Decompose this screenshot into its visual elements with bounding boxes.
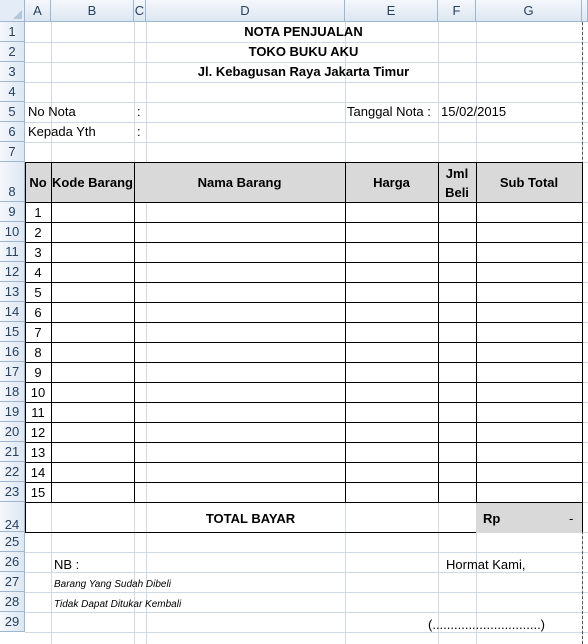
no-nota-colon: : <box>137 104 141 119</box>
table-row-border <box>25 382 582 383</box>
store-name: TOKO BUKU AKU <box>248 44 359 59</box>
col-header-nama: Nama Barang <box>197 175 282 190</box>
store-address: Jl. Kebagusan Raya Jakarta Timur <box>197 64 410 79</box>
row-header-27[interactable]: 27 <box>0 572 25 592</box>
table-column-border <box>134 162 135 502</box>
table-column-border <box>345 162 346 502</box>
table-column-border <box>438 162 439 502</box>
col-header-no: No <box>29 175 47 190</box>
column-header-c[interactable]: C <box>134 0 146 22</box>
item-number: 15 <box>30 485 46 500</box>
gridline-horizontal <box>25 122 588 123</box>
col-header-harga: Harga <box>373 175 410 190</box>
row-header-29[interactable]: 29 <box>0 612 25 632</box>
tanggal-value: 15/02/2015 <box>441 104 507 119</box>
note-line-1: Barang Yang Sudah Dibeli <box>54 579 171 590</box>
row-header-2[interactable]: 2 <box>0 42 25 62</box>
item-number: 6 <box>34 305 42 320</box>
gridline-horizontal <box>25 42 588 43</box>
column-header-g[interactable]: G <box>476 0 582 22</box>
note-line-2: Tidak Dapat Ditukar Kembali <box>54 599 182 610</box>
tanggal-label: Tanggal Nota : <box>347 104 431 119</box>
nb-label: NB : <box>54 557 80 572</box>
table-row-border <box>25 442 582 443</box>
row-header-24[interactable]: 24 <box>0 502 25 532</box>
table-row-border <box>25 262 582 263</box>
gridline-horizontal <box>25 572 588 573</box>
column-header-filler <box>582 0 588 22</box>
table-row-border <box>25 402 582 403</box>
row-header-18[interactable]: 18 <box>0 382 25 402</box>
item-number: 11 <box>31 405 45 420</box>
gridline-horizontal <box>25 632 588 633</box>
select-all-triangle-icon <box>13 10 22 19</box>
item-number: 12 <box>30 425 46 440</box>
table-row-border <box>25 322 582 323</box>
column-header-f[interactable]: F <box>438 0 476 22</box>
table-row-border <box>25 222 582 223</box>
hormat-kami: Hormat Kami, <box>446 557 526 572</box>
table-row-border <box>25 282 582 283</box>
gridline-horizontal <box>25 62 588 63</box>
table-row-border <box>25 462 582 463</box>
kepada-colon: : <box>137 124 141 139</box>
row-header-28[interactable]: 28 <box>0 592 25 612</box>
total-currency: Rp <box>483 511 501 526</box>
table-row-border <box>25 482 582 483</box>
no-nota-label: No Nota <box>28 104 76 119</box>
row-header-1[interactable]: 1 <box>0 22 25 42</box>
row-header-3[interactable]: 3 <box>0 62 25 82</box>
item-number: 8 <box>34 345 42 360</box>
item-number: 5 <box>34 285 42 300</box>
row-header-26[interactable]: 26 <box>0 552 25 572</box>
row-header-16[interactable]: 16 <box>0 342 25 362</box>
row-header-22[interactable]: 22 <box>0 462 25 482</box>
total-value: - <box>569 511 574 526</box>
table-column-border <box>51 162 52 502</box>
row-header-6[interactable]: 6 <box>0 122 25 142</box>
column-header-a[interactable]: A <box>25 0 51 22</box>
item-number: 1 <box>34 205 42 220</box>
col-header-subtotal: Sub Total <box>499 175 559 190</box>
row-header-10[interactable]: 10 <box>0 222 25 242</box>
total-right-border <box>582 502 583 532</box>
row-header-13[interactable]: 13 <box>0 282 25 302</box>
item-number: 7 <box>34 325 42 340</box>
gridline-horizontal <box>25 82 588 83</box>
column-header-e[interactable]: E <box>345 0 438 22</box>
col-header-jml: Jml <box>445 166 469 181</box>
table-row-border <box>25 342 582 343</box>
row-header-11[interactable]: 11 <box>0 242 25 262</box>
col-header-kode: Kode Barang <box>52 175 133 190</box>
table-row-border <box>25 162 582 163</box>
signature-line: (..............................) <box>428 617 546 632</box>
row-header-8[interactable]: 8 <box>0 162 25 202</box>
item-number: 4 <box>34 265 42 280</box>
table-column-border <box>25 162 26 502</box>
table-row-border <box>25 302 582 303</box>
row-header-19[interactable]: 19 <box>0 402 25 422</box>
row-header-17[interactable]: 17 <box>0 362 25 382</box>
col-header-beli: Beli <box>445 185 469 200</box>
invoice-title: NOTA PENJUALAN <box>244 24 363 39</box>
gridline-vertical <box>146 22 147 644</box>
item-number: 3 <box>34 245 42 260</box>
row-header-25[interactable]: 25 <box>0 532 25 552</box>
row-header-21[interactable]: 21 <box>0 442 25 462</box>
table-column-border <box>582 162 583 502</box>
column-header-d[interactable]: D <box>146 0 345 22</box>
total-label: TOTAL BAYAR <box>205 511 296 526</box>
row-header-5[interactable]: 5 <box>0 102 25 122</box>
gridline-horizontal <box>25 552 588 553</box>
gridline-horizontal <box>25 592 588 593</box>
table-row-border <box>25 242 582 243</box>
row-header-14[interactable]: 14 <box>0 302 25 322</box>
item-number: 14 <box>30 465 46 480</box>
item-number: 9 <box>34 365 42 380</box>
row-header-9[interactable]: 9 <box>0 202 25 222</box>
row-header-7[interactable]: 7 <box>0 142 25 162</box>
column-header-b[interactable]: B <box>51 0 134 22</box>
table-row-border <box>25 422 582 423</box>
item-number: 2 <box>34 225 42 240</box>
kepada-label: Kepada Yth <box>28 124 96 139</box>
select-all-corner[interactable] <box>0 0 25 22</box>
gridline-horizontal <box>25 102 588 103</box>
item-number: 13 <box>30 445 46 460</box>
item-number: 10 <box>30 385 46 400</box>
row-header-15[interactable]: 15 <box>0 322 25 342</box>
gridline-horizontal <box>25 612 588 613</box>
row-header-23[interactable]: 23 <box>0 482 25 502</box>
table-row-border <box>25 202 582 203</box>
gridline-horizontal <box>25 142 588 143</box>
row-header-12[interactable]: 12 <box>0 262 25 282</box>
row-header-20[interactable]: 20 <box>0 422 25 442</box>
row-header-4[interactable]: 4 <box>0 82 25 102</box>
table-column-border <box>476 162 477 502</box>
table-row-border <box>25 362 582 363</box>
